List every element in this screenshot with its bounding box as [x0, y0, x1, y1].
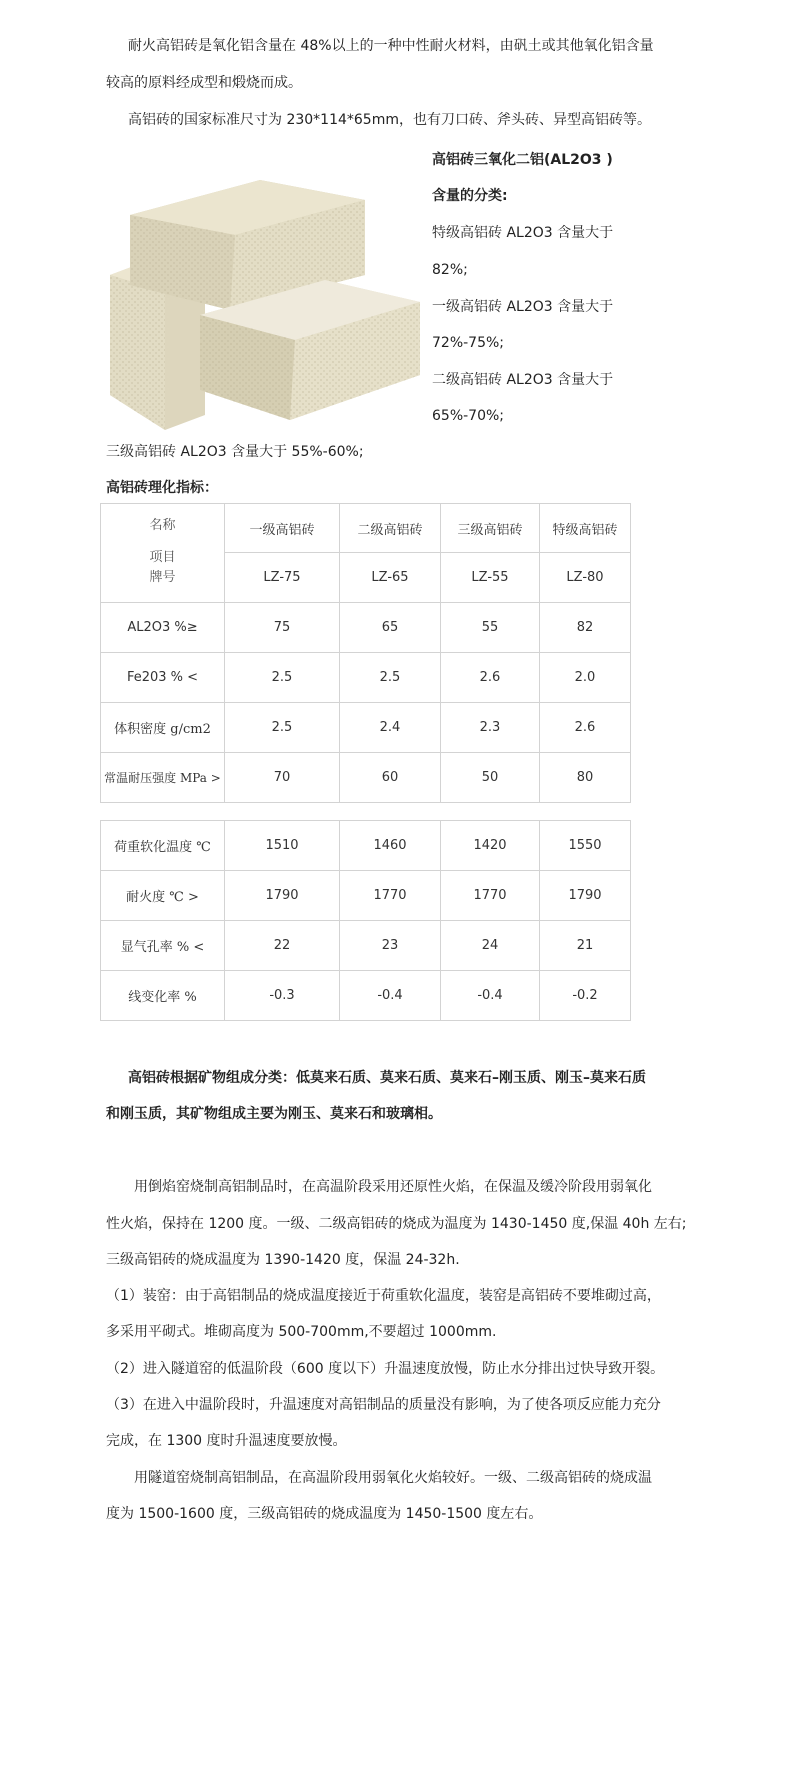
firing-text-line: 度为 1500-1600 度，三级高铝砖的烧成温度为 1450-1500 度左右。 — [106, 1506, 543, 1522]
brand-cell: LZ-80 — [540, 553, 631, 603]
value-cell: 50 — [441, 753, 540, 803]
firing-text-line: （3）在进入中温阶段时，升温速度对高铝制品的质量没有影响，为了使各项反应能力充分 — [106, 1397, 661, 1413]
table-row — [101, 971, 631, 1021]
value-cell: -0.3 — [225, 971, 340, 1021]
classification-item: 72%-75%; — [432, 335, 505, 351]
mineral-paragraph-line-1: 高铝砖根据矿物组成分类：低莫来石质、莫来石质、莫来石–刚玉质、刚玉–莫来石质 — [128, 1070, 646, 1086]
firing-text-line: （1）装窑：由于高铝制品的烧成温度接近于荷重软化温度，装窑是高铝砖不要堆砌过高， — [106, 1288, 661, 1304]
value-cell: 1770 — [441, 871, 540, 921]
high-alumina-brick-image — [110, 180, 480, 445]
value-cell: 1420 — [441, 821, 540, 871]
firing-text-line: （2）进入隧道窑的低温阶段（600 度以下）升温速度放慢，防止水分排出过快导致开裂。 — [106, 1361, 665, 1377]
row-label: 体积密度 g/cm2 — [101, 703, 225, 753]
value-cell: 2.5 — [225, 653, 340, 703]
standard-size-paragraph: 高铝砖的国家标准尺寸为 230*114*65mm，也有刀口砖、斧头砖、异型高铝砖等。 — [128, 112, 651, 128]
value-cell: 1790 — [540, 871, 631, 921]
value-cell: 55 — [441, 603, 540, 653]
row-label: 线变化率 % — [101, 971, 225, 1021]
table-row — [101, 921, 631, 971]
classification-item-grade-3: 三级高铝砖 AL2O3 含量大于 55%-60%; — [106, 444, 364, 460]
classification-item: 二级高铝砖 AL2O3 含量大于 — [432, 372, 614, 388]
value-cell: 2.4 — [340, 703, 441, 753]
mineral-paragraph-line-2: 和刚玉质，其矿物组成主要为刚玉、莫来石和玻璃相。 — [106, 1106, 442, 1122]
value-cell: 2.6 — [441, 653, 540, 703]
value-cell: 1790 — [225, 871, 340, 921]
grade-header: 特级高铝砖 — [540, 504, 631, 553]
header-item-label: 项目 — [149, 550, 176, 565]
value-cell: 60 — [340, 753, 441, 803]
table-header-corner — [101, 504, 225, 603]
intro-paragraph-line-2: 较高的原料经成型和煅烧而成。 — [106, 75, 302, 91]
classification-item: 特级高铝砖 AL2O3 含量大于 — [432, 225, 614, 241]
properties-table-1 — [100, 503, 631, 803]
header-brand-label: 牌号 — [149, 570, 176, 585]
firing-text-line: 多采用平砌式。堆砌高度为 500-700mm,不要超过 1000mm. — [106, 1324, 497, 1340]
table-row — [101, 821, 631, 871]
table-row — [101, 871, 631, 921]
value-cell: 2.3 — [441, 703, 540, 753]
value-cell: 1770 — [340, 871, 441, 921]
value-cell: 2.6 — [540, 703, 631, 753]
grade-header: 一级高铝砖 — [225, 504, 340, 553]
value-cell: 80 — [540, 753, 631, 803]
row-label: AL2O3 %≥ — [101, 603, 225, 653]
firing-text-line: 完成，在 1300 度时升温速度要放慢。 — [106, 1433, 347, 1449]
table-title: 高铝砖理化指标： — [106, 480, 218, 496]
value-cell: 70 — [225, 753, 340, 803]
brand-cell: LZ-55 — [441, 553, 540, 603]
row-label: 显气孔率 % < — [101, 921, 225, 971]
value-cell: 2.0 — [540, 653, 631, 703]
table-row — [101, 653, 631, 703]
value-cell: 1460 — [340, 821, 441, 871]
value-cell: 2.5 — [225, 703, 340, 753]
value-cell: 22 — [225, 921, 340, 971]
classification-item: 82%; — [432, 262, 468, 278]
classification-title-line-1: 高铝砖三氧化二铝(AL2O3 ) — [432, 152, 613, 168]
row-label: 荷重软化温度 ℃ — [101, 821, 225, 871]
firing-text-line: 用倒焰窑烧制高铝制品时，在高温阶段采用还原性火焰，在保温及缓冷阶段用弱氧化 — [134, 1179, 652, 1195]
row-label: 耐火度 ℃ > — [101, 871, 225, 921]
table-row — [101, 603, 631, 653]
brand-cell: LZ-65 — [340, 553, 441, 603]
value-cell: -0.2 — [540, 971, 631, 1021]
intro-paragraph-line-1: 耐火高铝砖是氧化铝含量在 48%以上的一种中性耐火材料，由矾土或其他氧化铝含量 — [128, 38, 654, 54]
firing-text-line: 三级高铝砖的烧成温度为 1390-1420 度，保温 24-32h. — [106, 1252, 460, 1268]
brand-cell: LZ-75 — [225, 553, 340, 603]
value-cell: 1550 — [540, 821, 631, 871]
table-row — [101, 703, 631, 753]
value-cell: 24 — [441, 921, 540, 971]
row-label: Fe203 % < — [101, 653, 225, 703]
table-row — [101, 753, 631, 803]
properties-table-2 — [100, 820, 631, 1021]
grade-header: 二级高铝砖 — [340, 504, 441, 553]
value-cell: 82 — [540, 603, 631, 653]
value-cell: 1510 — [225, 821, 340, 871]
header-name-label: 名称 — [149, 518, 176, 533]
row-label: 常温耐压强度 MPa > — [101, 753, 225, 803]
classification-item: 65%-70%; — [432, 408, 505, 424]
classification-item: 一级高铝砖 AL2O3 含量大于 — [432, 299, 614, 315]
value-cell: 23 — [340, 921, 441, 971]
value-cell: 2.5 — [340, 653, 441, 703]
firing-text-line: 用隧道窑烧制高铝制品，在高温阶段用弱氧化火焰较好。一级、二级高铝砖的烧成温 — [134, 1470, 652, 1486]
grade-header: 三级高铝砖 — [441, 504, 540, 553]
value-cell: 21 — [540, 921, 631, 971]
value-cell: -0.4 — [441, 971, 540, 1021]
value-cell: -0.4 — [340, 971, 441, 1021]
classification-title-line-2: 含量的分类: — [432, 188, 508, 204]
value-cell: 75 — [225, 603, 340, 653]
firing-text-line: 性火焰，保持在 1200 度。一级、二级高铝砖的烧成为温度为 1430-1450 度,保温 40h 左右; — [106, 1216, 687, 1232]
value-cell: 65 — [340, 603, 441, 653]
